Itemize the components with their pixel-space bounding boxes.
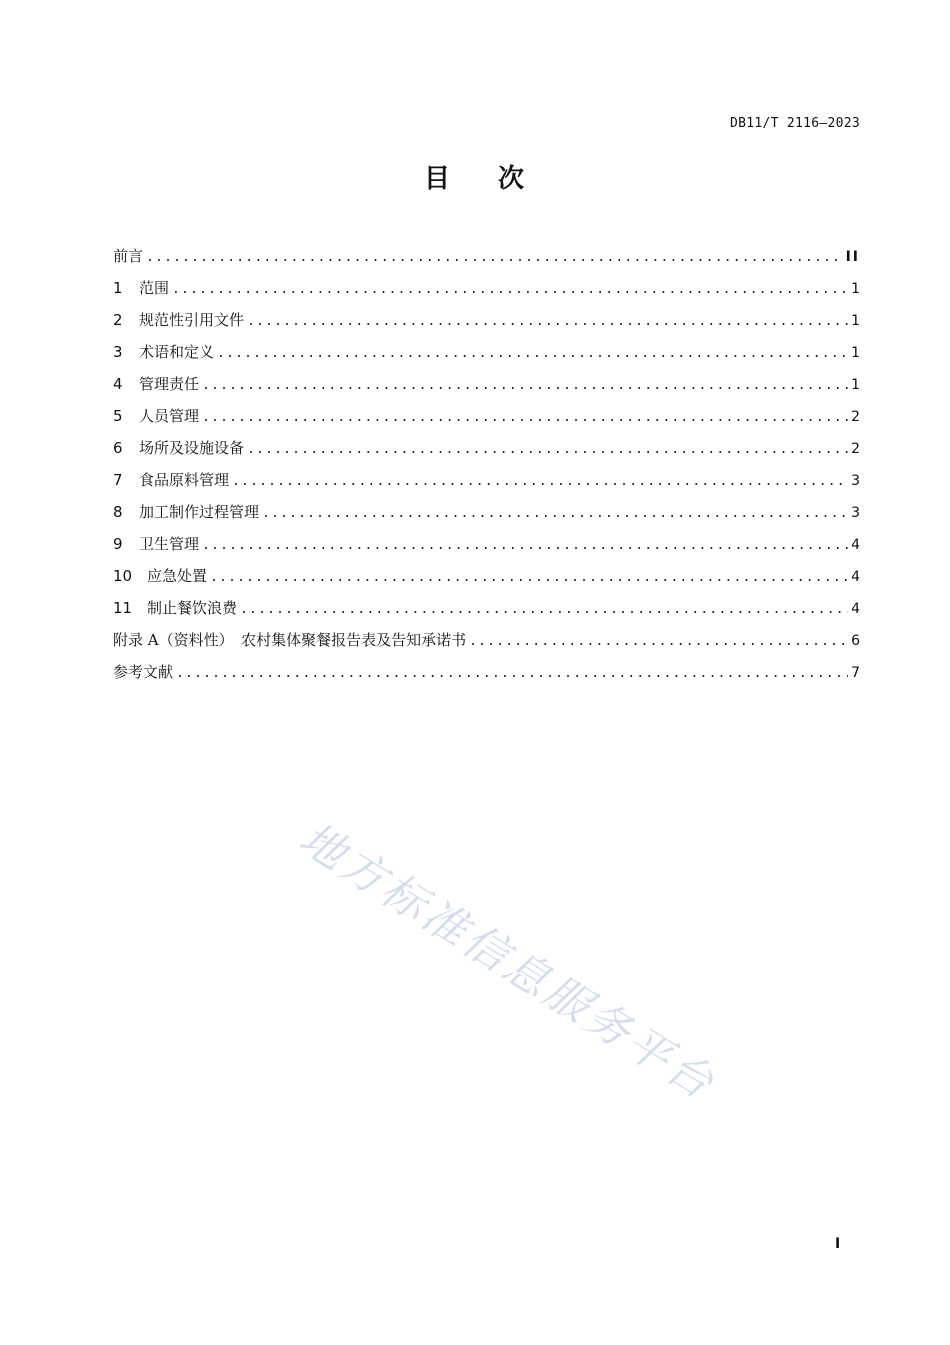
- toc-leader-dots: [469, 630, 848, 654]
- toc-entry-number: 3: [113, 343, 123, 361]
- toc-entry-page: 2: [851, 409, 860, 425]
- toc-entry-number: 1: [113, 279, 123, 297]
- toc-entry-page: 4: [851, 569, 860, 585]
- toc-entry-text: 食品原料管理: [139, 471, 230, 489]
- toc-entry-3[interactable]: [113, 340, 860, 372]
- toc-entry-label: [113, 404, 199, 428]
- toc-entry-label: [113, 340, 214, 364]
- toc-entry-label: 前言: [113, 247, 144, 265]
- toc-leader-dots: [247, 310, 848, 334]
- toc-leader-dots: [232, 470, 848, 494]
- toc-entry-page: 1: [851, 281, 860, 297]
- toc-entry-page: 6: [851, 633, 860, 649]
- toc-entry-page: 3: [851, 473, 860, 489]
- toc-entry-text: 加工制作过程管理: [139, 503, 260, 521]
- document-code: DB11/T 2116—2023: [729, 116, 860, 131]
- toc-entry-page: 7: [851, 665, 860, 681]
- toc-leader-dots: [172, 278, 848, 302]
- toc-entry-5[interactable]: [113, 404, 860, 436]
- toc-entry-number: 11: [113, 599, 133, 617]
- toc-entry-appendix-a[interactable]: [113, 628, 860, 660]
- toc-entry-page: 1: [851, 377, 860, 393]
- toc-leader-dots: [146, 246, 843, 270]
- toc-title: [0, 158, 950, 195]
- toc-entry-number: 2: [113, 311, 123, 329]
- toc-entry-label: [113, 276, 169, 300]
- toc-entry-label: [113, 596, 237, 620]
- toc-entry-text: 应急处置: [147, 567, 208, 585]
- toc-entry-bibliography[interactable]: [113, 660, 860, 692]
- toc-entry-8[interactable]: [113, 500, 860, 532]
- toc-entry-page: 4: [851, 601, 860, 617]
- toc-entry-label: [113, 372, 199, 396]
- toc-entry-page: II: [845, 249, 860, 265]
- toc-list: [113, 244, 860, 692]
- toc-leader-dots: [202, 406, 848, 430]
- toc-entry-label: [113, 564, 207, 588]
- toc-entry-text: 规范性引用文件: [139, 311, 245, 329]
- page-number: I: [835, 1236, 841, 1252]
- toc-entry-page: 2: [851, 441, 860, 457]
- toc-entry-label: [113, 532, 199, 556]
- toc-entry-text: 术语和定义: [139, 343, 215, 361]
- toc-leader-dots: [262, 502, 848, 526]
- toc-entry-number: 10: [113, 567, 133, 585]
- toc-entry-label: [113, 500, 259, 524]
- toc-entry-number: 6: [113, 439, 123, 457]
- toc-entry-number: 5: [113, 407, 123, 425]
- toc-entry-label: 附录 A（资料性） 农村集体聚餐报告表及告知承诺书: [113, 631, 467, 649]
- toc-leader-dots: [176, 662, 848, 686]
- toc-entry-text: 制止餐饮浪费: [147, 599, 238, 617]
- toc-entry-7[interactable]: [113, 468, 860, 500]
- toc-entry-page: 1: [851, 345, 860, 361]
- toc-entry-2[interactable]: [113, 308, 860, 340]
- toc-entry-text: 人员管理: [139, 407, 200, 425]
- toc-leader-dots: [210, 566, 848, 590]
- toc-entry-label: 参考文献: [113, 663, 174, 681]
- toc-title-left: 目: [423, 164, 452, 194]
- toc-entry-text: 卫生管理: [139, 535, 200, 553]
- toc-leader-dots: [217, 342, 848, 366]
- toc-entry-6[interactable]: [113, 436, 860, 468]
- toc-entry-text: 范围: [139, 279, 170, 297]
- toc-entry-number: 8: [113, 503, 123, 521]
- toc-leader-dots: [240, 598, 848, 622]
- toc-leader-dots: [202, 534, 848, 558]
- toc-entry-9[interactable]: [113, 532, 860, 564]
- toc-entry-11[interactable]: [113, 596, 860, 628]
- toc-entry-label: [113, 308, 244, 332]
- toc-entry-text: 管理责任: [139, 375, 200, 393]
- watermark-text: 地方标准信息服务平台: [290, 813, 725, 1111]
- toc-entry-page: 3: [851, 505, 860, 521]
- toc-entry-10[interactable]: [113, 564, 860, 596]
- toc-entry-4[interactable]: [113, 372, 860, 404]
- toc-entry-label: [113, 436, 244, 460]
- toc-leader-dots: [247, 438, 848, 462]
- toc-entry-number: 4: [113, 375, 123, 393]
- toc-entry-foreword[interactable]: [113, 244, 860, 276]
- toc-title-right: 次: [498, 164, 527, 194]
- toc-entry-text: 场所及设施设备: [139, 439, 245, 457]
- toc-leader-dots: [202, 374, 848, 398]
- toc-entry-number: 7: [113, 471, 123, 489]
- toc-entry-label: [113, 468, 229, 492]
- toc-entry-1[interactable]: [113, 276, 860, 308]
- toc-entry-page: 4: [851, 537, 860, 553]
- toc-entry-page: 1: [851, 313, 860, 329]
- toc-entry-number: 9: [113, 535, 123, 553]
